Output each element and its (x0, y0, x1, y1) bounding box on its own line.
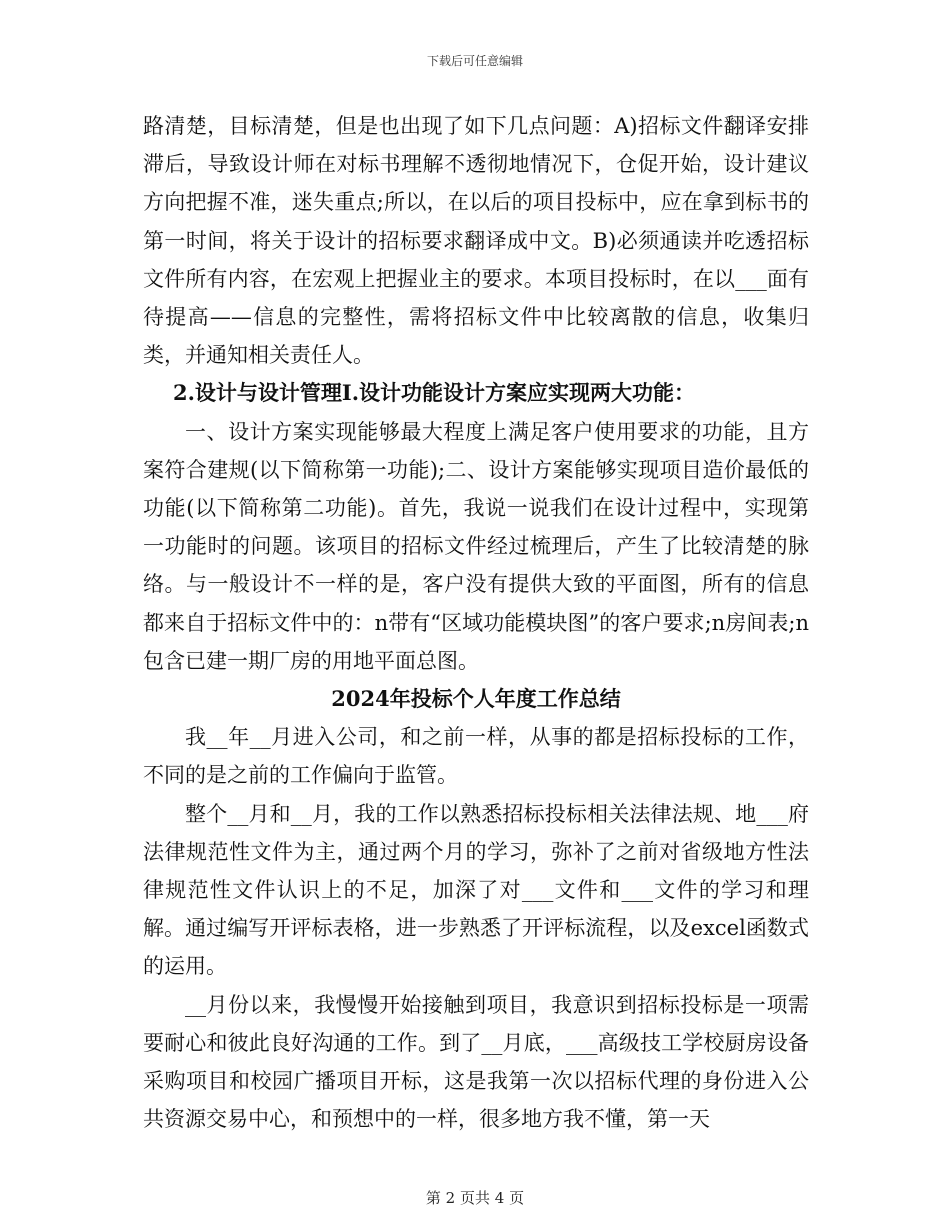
paragraph-problems: 路清楚，目标清楚，但是也出现了如下几点问题：A)招标文件翻译安排滞后，导致设计师在对标书理解不透彻地情况下，仓促开始，设计建议方向把握不准，迷失重点;所以，在以后的项目投标中，应在拿到标书的第一时间，将关于设计的招标要求翻译成中文。B)必须通读并吃透招标文件所有内容，在宏观上把握业主的要求。本项目投标时，在以___面有待提高——信息的完整性，需将招标文件中比较离散的信息，收集归类，并通知相关责任人。 (143, 114, 809, 368)
page-footer: 第 2 页共 4 页 (425, 1189, 525, 1207)
document-title: 2024年投标个人年度工作总结 (331, 686, 621, 712)
section-heading-design: 2.设计与设计管理I.设计功能设计方案应实现两大功能： (173, 380, 696, 406)
paragraph-design-functions: 一、设计方案实现能够最大程度上满足客户使用要求的功能，且方案符合建规(以下简称第一功能);二、设计方案能够实现项目造价最低的功能(以下简称第二功能)。首先，我说一说我们在设计过程中，实现第一功能时的问题。该项目的招标文件经过梳理后，产生了比较清楚的脉络。与一般设计不一样的是，客户没有提供大致的平面图，所有的信息都来自于招标文件中的：n带有“区域功能模块图”的客户要求;n房间表;n包含已建一期厂房的用地平面总图。 (143, 419, 809, 673)
paragraph-join-company: 我__年__月进入公司，和之前一样，从事的都是招标投标的工作，不同的是之前的工作偏向于监管。 (143, 725, 809, 788)
paragraph-study-laws: 整个__月和__月，我的工作以熟悉招标投标相关法律法规、地___府法律规范性文件为主，通过两个月的学习，弥补了之前对省级地方性法律规范性文件认识上的不足，加深了对___文件和___文件的学习和理解。通过编写开评标表格，进一步熟悉了开评标流程，以及excel函数式的运用。 (143, 801, 809, 979)
document-body (143, 107, 809, 1138)
paragraph-first-projects: __月份以来，我慢慢开始接触到项目，我意识到招标投标是一项需要耐心和彼此良好沟通的工作。到了__月底，___高级技工学校厨房设备采购项目和校园广播项目开标，这是我第一次以招标代理的身份进入公共资源交易中心，和预想中的一样，很多地方我不懂，第一天 (143, 992, 809, 1132)
page-header: 下载后可任意编辑 (426, 54, 523, 68)
